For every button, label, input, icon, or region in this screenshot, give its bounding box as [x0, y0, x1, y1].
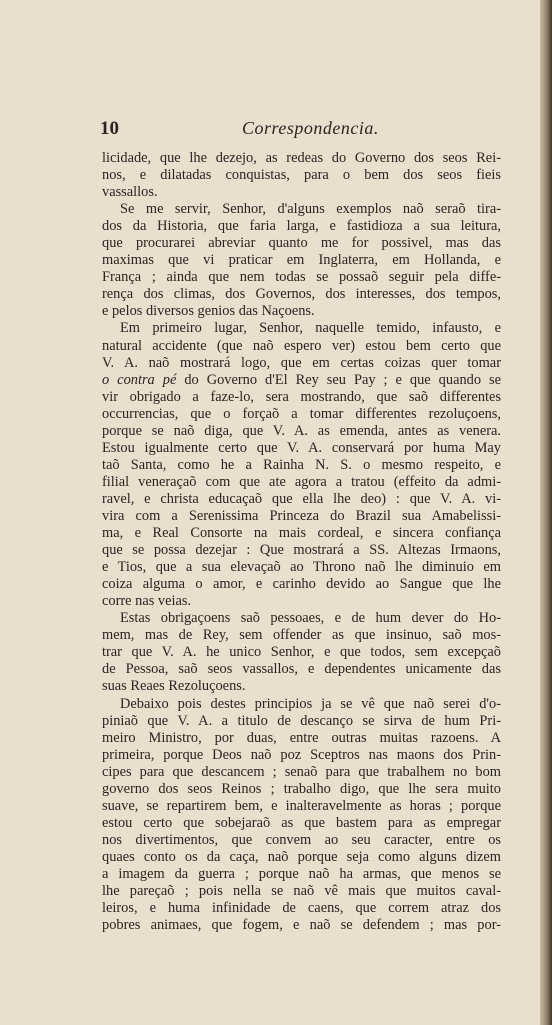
paragraph-start-line: Em primeiro lugar, Senhor, naquelle temido, infausto, e	[120, 320, 501, 337]
text-line: a imagem da guerra ; porque naõ ha armas, que menos se	[102, 865, 501, 882]
text-line: governo dos seos Reinos ; trabalho digo, que lhe sera muito	[102, 780, 501, 797]
text-line: e pelos diversos genios das Naçoens.	[102, 303, 315, 320]
running-head: Correspondencia.	[242, 118, 379, 138]
text-line: ma, e Real Consorte na mais cordeal, e sincera confiança	[102, 525, 501, 542]
text-line: cipes para que descancem ; senaõ para que trabalhem no bom	[102, 763, 501, 780]
text-line: trar que V. A. he unico Senhor, e que todos, sem excepçaõ	[102, 644, 501, 661]
body-text	[102, 150, 501, 934]
text-line: estou certo que sobejaraõ as que bastem para as empregar	[102, 814, 501, 831]
text-line: que se possa dezejar : Que mostrará a SS. Altezas Irmaons,	[102, 542, 501, 559]
text-line: ravel, e christa educaçaõ que ella lhe deo) : que V. A. vi-	[102, 490, 501, 507]
text-line: filial veneraçaõ com que ate agora a tratou (effeito da admi-	[102, 473, 501, 490]
text-line: lhe pareçaõ ; pois nella se naõ vê mais que muitos caval-	[102, 883, 501, 900]
page-number: 10	[100, 118, 119, 139]
text-line: occurrencias, que o forçaõ a tomar differentes rezoluçoens,	[102, 405, 501, 422]
text-line: licidade, que lhe dezejo, as redeas do Governo dos seos Rei-	[102, 150, 501, 166]
text-line: nos divertimentos, que convem ao seu caracter, entre os	[102, 831, 501, 848]
text-line: Estou igualmente certo que V. A. conservará por huma May	[102, 439, 501, 456]
paragraph-start-line: Debaixo pois destes principios ja se vê que naõ serei d'o-	[120, 695, 501, 712]
text-line: meiro Ministro, por duas, entre outras muitas razoens. A	[102, 729, 501, 746]
paragraph-start-line: Se me servir, Senhor, d'alguns exemplos naõ seraõ tira-	[120, 201, 501, 218]
text-line: que procurarei abreviar quanto me for possivel, mas das	[102, 235, 501, 252]
text-line: nos, e dilatadas conquistas, para o bem dos seos fieis	[102, 167, 501, 184]
text-line: o contra pé do Governo d'El Rey seu Pay ; e que quando se	[102, 371, 501, 388]
text-line: taõ Santa, como he a Rainha N. S. o mesmo respeito, e	[102, 456, 501, 473]
text-line: suas Reaes Rezoluçoens.	[102, 678, 246, 695]
text-line: piniaõ que V. A. a titulo de descanço se sirva de hum Pri-	[102, 712, 501, 729]
text-line: vir obrigado a faze-lo, sera mostrando, que saõ differentes	[102, 388, 501, 405]
text-line: V. A. naõ mostrará logo, que em certas coizas quer tomar	[102, 354, 501, 371]
text-line: primeira, porque Deos naõ poz Sceptros nas maons dos Prin-	[102, 746, 501, 763]
page-header	[100, 118, 500, 142]
text-line: corre nas veias.	[102, 593, 192, 610]
italic-phrase: o contra pé	[102, 371, 177, 388]
text-line: coiza alguma o amor, e carinho devido ao Sangue que lhe	[102, 576, 501, 593]
text-line: e Tios, que a sua elevaçaõ ao Throno naõ lhe diminuio em	[102, 559, 501, 576]
text-line: dos da Historia, que faria larga, e fastidioza a sua leitura,	[102, 218, 501, 235]
text-line: França ; ainda que nem todas se possaõ seguir pela diffe-	[102, 269, 501, 286]
text-line: porque se naõ diga, que V. A. as emenda, antes as venera.	[102, 422, 501, 439]
text-line: leiros, e huma infinidade de caens, que correm atraz dos	[102, 900, 501, 917]
text-line: quaes conto os da caça, naõ porque seja como alguns dizem	[102, 848, 501, 865]
text-line: natural accidente (que naõ espero ver) estou bem certo que	[102, 337, 501, 354]
text-line: suave, se repartirem bem, e inalteravelmente as horas ; porque	[102, 797, 501, 814]
text-line: mem, mas de Rey, sem offender as que insinuo, saõ mos-	[102, 627, 501, 644]
text-line: vassallos.	[102, 184, 158, 201]
text-line: maximas que vi praticar em Inglaterra, em Hollanda, e	[102, 252, 501, 269]
paragraph-start-line: Estas obrigaçoens saõ pessoaes, e de hum dever do Ho-	[120, 610, 501, 627]
text-line: vira com a Serenissima Princeza do Brazil sua Amabelissi-	[102, 507, 501, 524]
text-line: de Pessoa, saõ seos vassallos, e dependentes unicamente das	[102, 661, 501, 678]
book-spine-edge	[540, 0, 552, 1025]
text-line: pobres animaes, que fogem, e naõ se defendem ; mas por-	[102, 917, 501, 934]
text-line: rença dos climas, dos Governos, dos interesses, dos tempos,	[102, 286, 501, 303]
